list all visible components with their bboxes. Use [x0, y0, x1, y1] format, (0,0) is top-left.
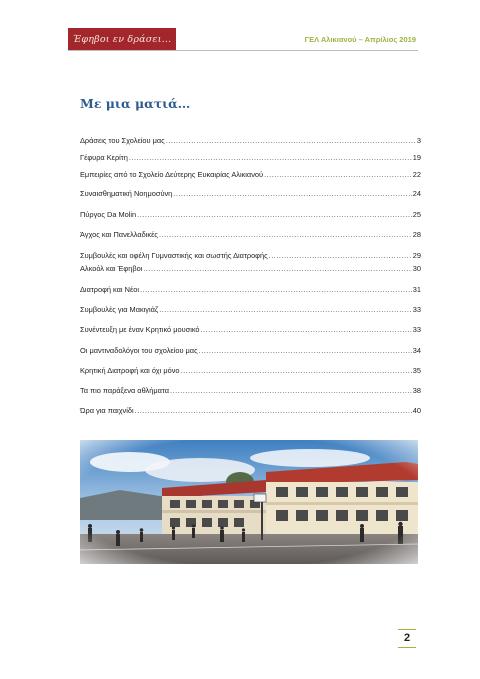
toc-entry-page: 34: [412, 345, 421, 355]
toc-entry-title: Συναισθηματική Νοημοσύνη: [80, 188, 173, 198]
toc-entry[interactable]: [80, 150, 421, 161]
toc-entry-title: Γέφυρα Κερίτη: [80, 152, 128, 162]
toc-entry-page: 40: [412, 405, 421, 415]
toc-entry-page: 35: [412, 365, 421, 375]
toc-leader-dots: [135, 407, 412, 414]
toc-leader-dots: [140, 286, 412, 293]
toc-entry-page: 28: [412, 229, 421, 239]
toc-entry[interactable]: [80, 207, 421, 218]
toc-leader-dots: [199, 347, 412, 354]
toc-entry-page: 31: [412, 284, 421, 294]
toc-entry[interactable]: [80, 167, 421, 178]
toc-leader-dots: [173, 190, 411, 197]
toc-entry-title: Τα πιο παράξενα αθλήματα: [80, 385, 169, 395]
toc-entry-page: 29: [412, 250, 421, 260]
toc-leader-dots: [137, 211, 412, 218]
toc-entry-title: Οι μαντιναδολόγοι του σχολείου μας: [80, 345, 198, 355]
toc-entry-title: Συμβουλές για Μακιγιάζ: [80, 304, 159, 314]
header-logo-text: Έφηβοι εν δράσει...: [72, 33, 172, 45]
toc-leader-dots: [170, 387, 412, 394]
toc-entry-page: 33: [412, 324, 421, 334]
toc-entry[interactable]: [80, 133, 421, 144]
toc-leader-dots: [159, 231, 412, 238]
toc-entry-title: Συμβουλές και οφέλη Γυμναστικής και σωστής Διατροφής: [80, 250, 268, 260]
toc-entry[interactable]: [80, 186, 421, 197]
toc-entry-title: Ώρα για παιχνίδι: [80, 405, 134, 415]
toc-heading: Με μια ματιά…: [80, 96, 191, 111]
toc-entry-page: 33: [412, 304, 421, 314]
toc-entry[interactable]: [80, 261, 421, 272]
toc-entry[interactable]: [80, 282, 421, 293]
page-number-rule-bottom: [398, 647, 416, 648]
toc-entry[interactable]: [80, 248, 421, 259]
toc-entry-page: 22: [412, 169, 421, 179]
toc-entry[interactable]: [80, 302, 421, 313]
toc-entry-page: 30: [412, 263, 421, 273]
toc-entry-title: Εμπειρίες από το Σχολείο Δεύτερης Ευκαιρίας Αλικιανού: [80, 169, 264, 179]
toc-leader-dots: [201, 326, 412, 333]
toc-entry-title: Δράσεις του Σχολείου μας: [80, 135, 165, 145]
toc-entry-page: 24: [412, 188, 421, 198]
toc-entry[interactable]: [80, 322, 421, 333]
toc-entry-title: Πύργος Da Molin: [80, 209, 137, 219]
page-number-rule-top: [398, 629, 416, 630]
toc-leader-dots: [166, 137, 416, 144]
toc-entry[interactable]: [80, 227, 421, 238]
header-logo: [68, 28, 176, 50]
toc-entry[interactable]: [80, 343, 421, 354]
toc-entry-title: Κρητική Διατροφή και όχι μόνο: [80, 365, 180, 375]
toc-entry-page: 3: [416, 135, 421, 145]
toc-leader-dots: [143, 265, 411, 272]
toc-entry-page: 38: [412, 385, 421, 395]
toc-entry-title: Συνέντευξη με έναν Κρητικό μουσικό: [80, 324, 200, 334]
toc-leader-dots: [264, 171, 412, 178]
toc-leader-dots: [129, 154, 412, 161]
toc-entry-page: 25: [412, 209, 421, 219]
toc-entry-title: Άγχος και Πανελλαδικές: [80, 229, 158, 239]
header-title: ΓΕΛ Αλικιανού – Απρίλιος 2019: [304, 35, 416, 44]
toc-leader-dots: [269, 252, 412, 259]
toc-leader-dots: [159, 306, 412, 313]
school-photo: [80, 440, 418, 564]
toc-entry[interactable]: [80, 403, 421, 414]
toc-entry[interactable]: [80, 363, 421, 374]
toc-entry[interactable]: [80, 383, 421, 394]
toc-leader-dots: [181, 367, 412, 374]
page-number: 2: [403, 632, 411, 644]
header-divider: [68, 50, 418, 51]
toc-entry-title: Διατροφή και Νέοι: [80, 284, 139, 294]
toc-entry-title: Αλκοόλ και Έφηβοι: [80, 263, 143, 273]
toc-entry-page: 19: [412, 152, 421, 162]
